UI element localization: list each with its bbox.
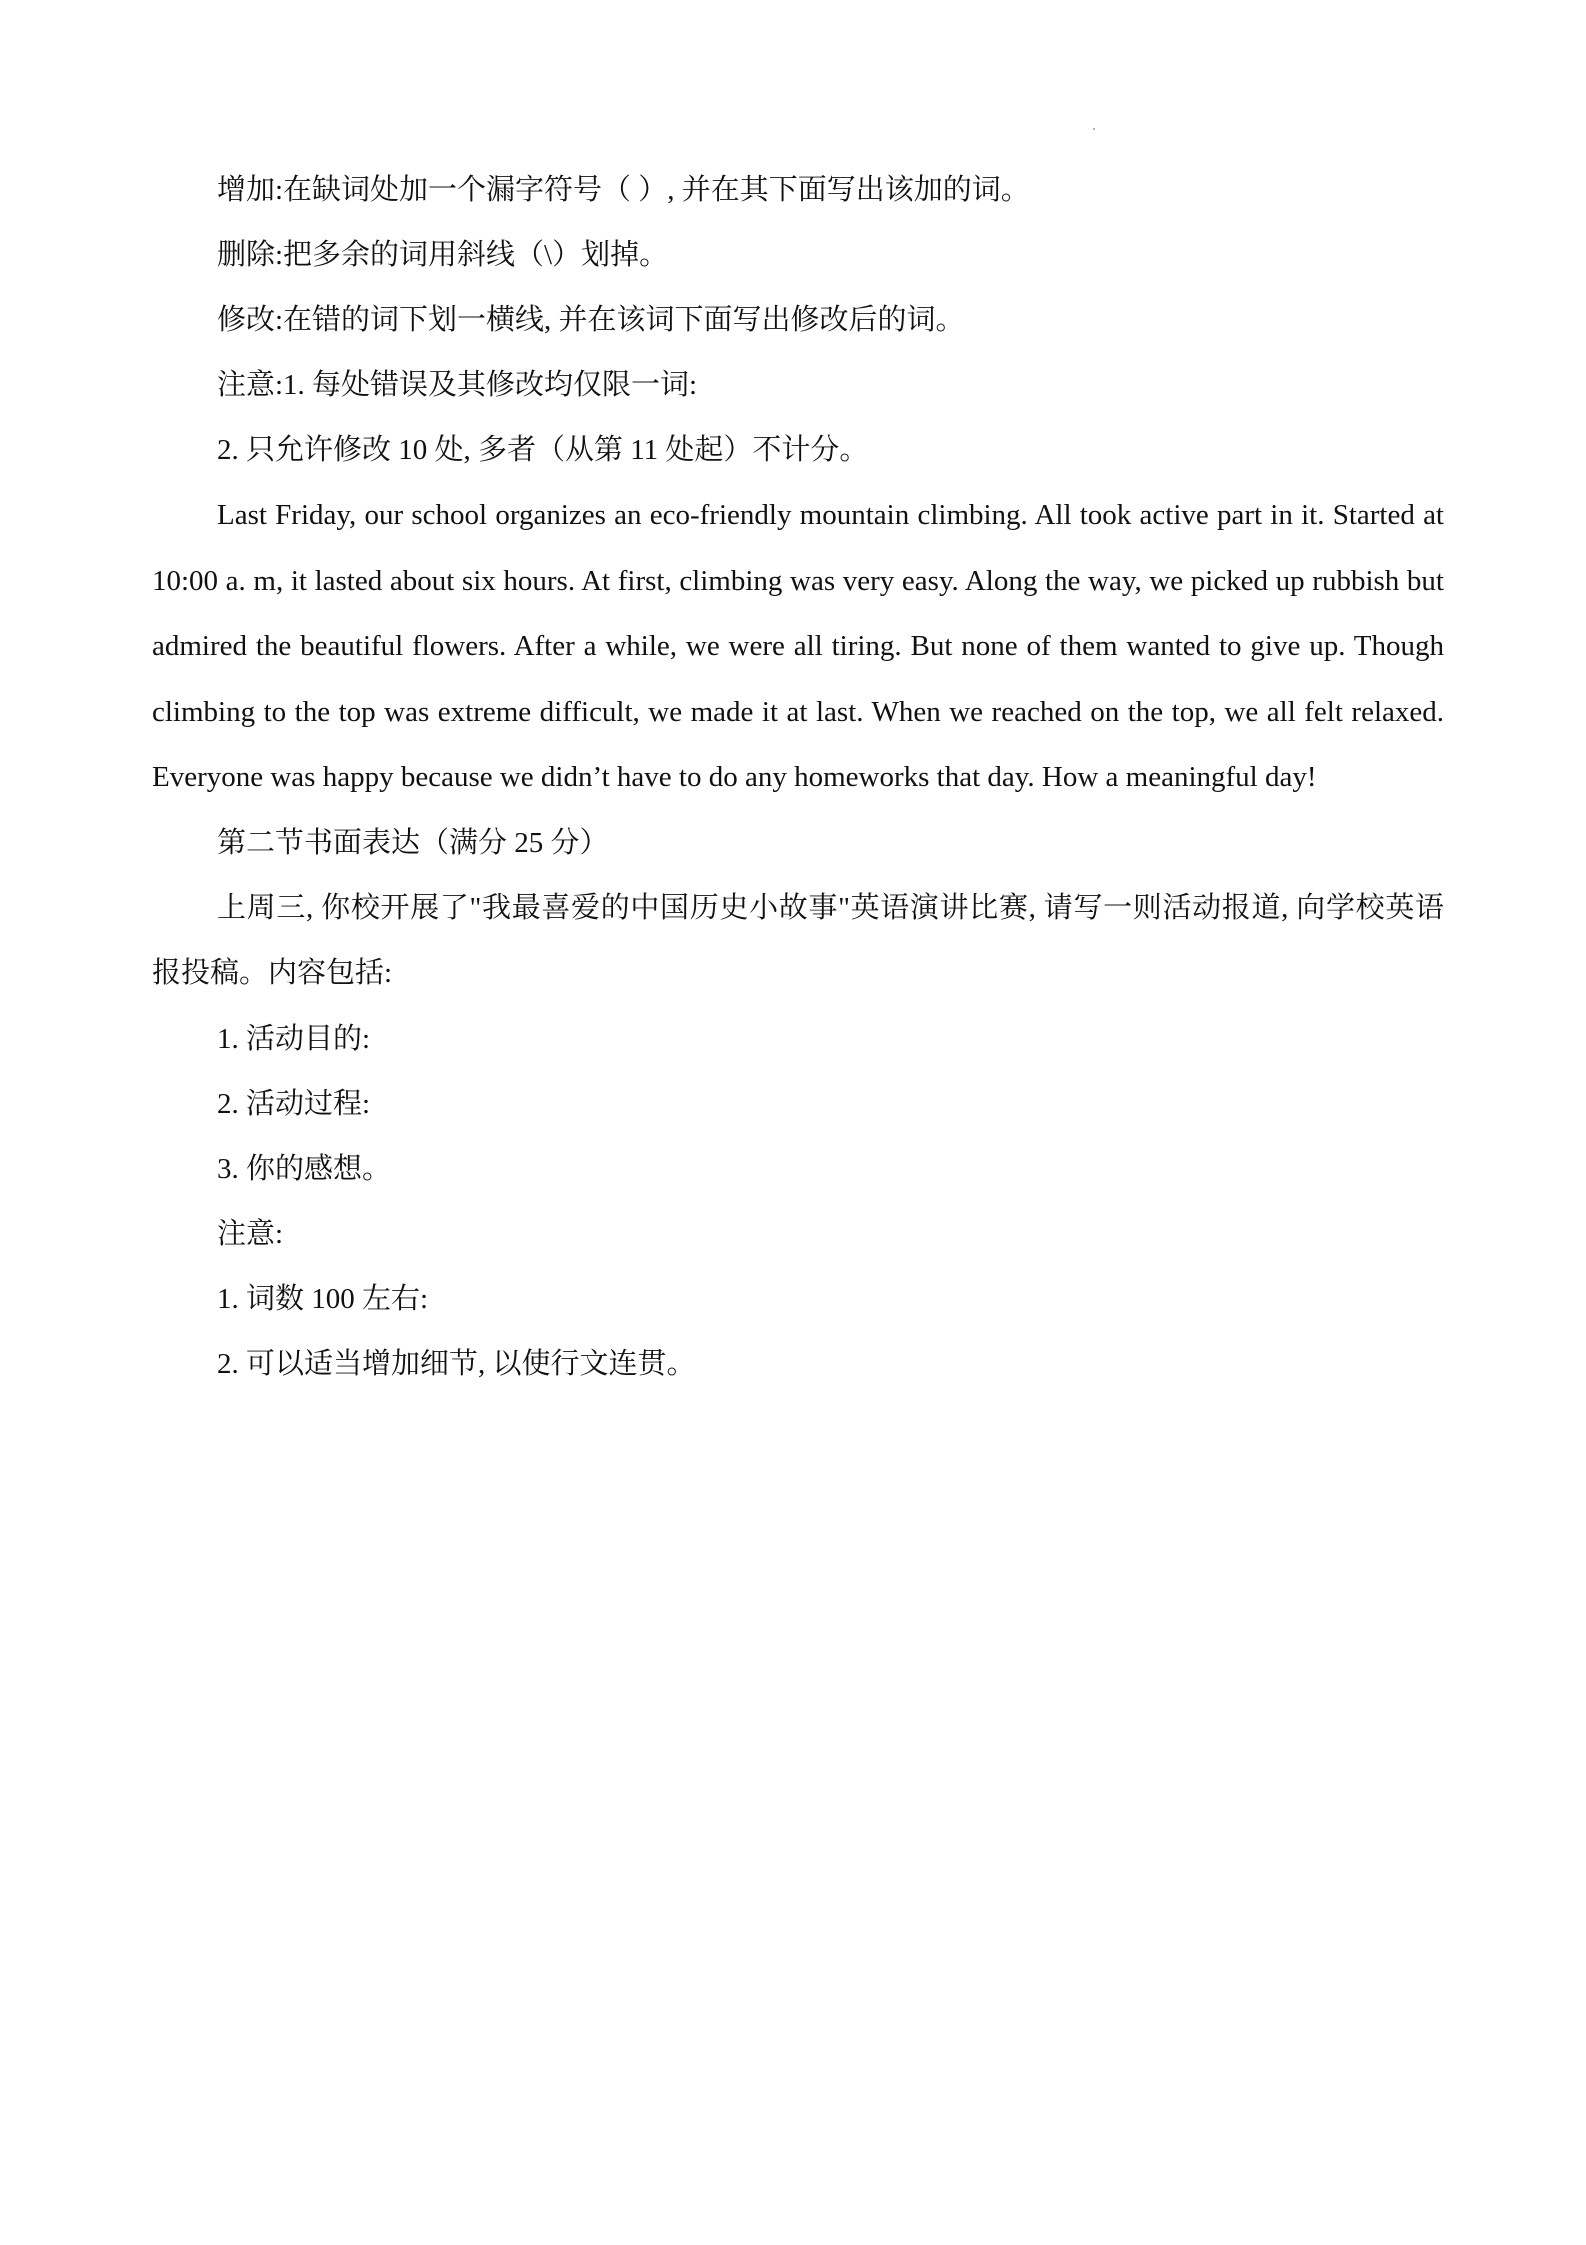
instruction-note-2: 2. 只允许修改 10 处, 多者（从第 11 处起）不计分。 <box>217 434 869 466</box>
content-item: 3. 你的感想。 <box>217 1152 392 1185</box>
correction-passage: Last Friday, our school organizes an eco-friendly mountain climbing. All took active part in it. Started at 10:00 a. m, it lasted about six hours. At first, climbing was very easy. Along the way, we picked up rubbish but admired the beautiful flowers. After a while, we were all tiring. But none of them wanted to give up. Though climbing to the top was extreme difficult, we made it at last. When we reached on the top, we all felt relaxed. Everyone was happy because we didn’t have to do any homeworks that day. How a meaningful day! <box>152 499 1444 793</box>
section-2-heading: 第二节书面表达（满分 25 分） <box>217 826 609 859</box>
writing-prompt: 上周三, 你校开展了"我最喜爱的中国历史小故事"英语演讲比赛, 请写一则活动报道, 向学校英语报投稿。内容包括: <box>152 891 1444 989</box>
instruction-delete: 删除:把多余的词用斜线（\）划掉。 <box>217 239 669 271</box>
document-content <box>152 158 1444 1397</box>
content-item: 2. 活动过程: <box>217 1087 371 1120</box>
stray-dot <box>1093 128 1095 130</box>
instruction-modify: 修改:在错的词下划一横线, 并在该词下面写出修改后的词。 <box>217 304 965 336</box>
note-item: 2. 可以适当增加细节, 以使行文连贯。 <box>217 1347 696 1380</box>
note-label: 注意: <box>217 1217 284 1250</box>
instruction-add: 增加:在缺词处加一个漏字符号（ ）, 并在其下面写出该加的词。 <box>217 174 1030 206</box>
instruction-note-1: 注意:1. 每处错误及其修改均仅限一词: <box>217 369 698 401</box>
note-item: 1. 词数 100 左右: <box>217 1282 429 1315</box>
content-item: 1. 活动目的: <box>217 1022 371 1055</box>
